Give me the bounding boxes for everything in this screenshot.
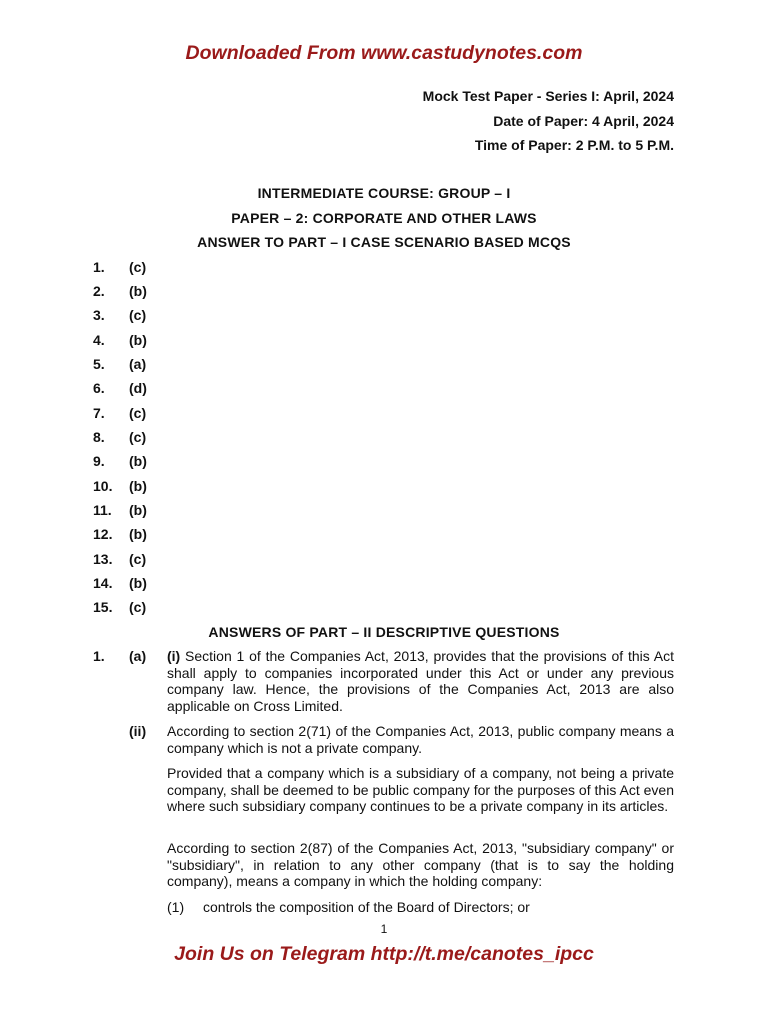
paper-heading: PAPER – 2: CORPORATE AND OTHER LAWS	[231, 210, 537, 226]
mcq-number: 1.	[93, 259, 105, 275]
mcq-row	[93, 356, 146, 372]
proviso-paragraph: Provided that a company which is a subsidiary of a company, not being a private company, shall be deemed to be public company for the purposes of this Act even where such subsidiary company continues to be a private company in its articles.	[167, 765, 674, 814]
date-line: Date of Paper: 4 April, 2024	[493, 113, 674, 129]
mcq-number: 13.	[93, 551, 113, 567]
clause-1-text: controls the composition of the Board of Directors; or	[203, 899, 530, 915]
mcq-row	[93, 332, 147, 348]
mcq-answer: (c)	[129, 551, 147, 567]
mcq-row	[93, 429, 146, 445]
mcq-number: 2.	[93, 283, 105, 299]
mcq-number: 5.	[93, 356, 105, 372]
question-number: 1.	[93, 648, 105, 664]
series-line: Mock Test Paper - Series I: April, 2024	[422, 88, 674, 104]
page-number: 1	[380, 922, 388, 936]
course-heading: INTERMEDIATE COURSE: GROUP – I	[257, 185, 511, 201]
mcq-row	[93, 405, 146, 421]
mcq-answer: (c)	[129, 259, 147, 275]
mcq-answer: (b)	[129, 575, 147, 591]
question-part-label: (a)	[129, 648, 147, 664]
mcq-answer: (b)	[129, 478, 147, 494]
mcq-row	[93, 478, 147, 494]
mcq-row	[93, 502, 147, 518]
mcq-answer: (c)	[129, 307, 147, 323]
mcq-row	[93, 599, 146, 615]
mcq-number: 6.	[93, 380, 105, 396]
subsidiary-definition-paragraph: According to section 2(87) of the Companies Act, 2013, "subsidiary company" or "subsidiary", in relation to any other company (that is to say the holding company), means a company in which the holding company:	[167, 840, 674, 889]
answer-ii-text: According to section 2(71) of the Companies Act, 2013, public company means a company which is not a private company.	[167, 723, 674, 756]
answer-i-paragraph	[167, 648, 674, 714]
mcq-answer: (c)	[129, 599, 147, 615]
mcq-number: 8.	[93, 429, 105, 445]
mcq-row	[93, 380, 147, 396]
mcq-number: 4.	[93, 332, 105, 348]
mcq-answer: (b)	[129, 332, 147, 348]
mcq-row	[93, 283, 147, 299]
mcq-row	[93, 307, 146, 323]
answer-i-label: (i)	[167, 648, 181, 664]
mcq-row	[93, 453, 147, 469]
mcq-answer: (d)	[129, 380, 147, 396]
mcq-number: 14.	[93, 575, 113, 591]
mcq-row	[93, 526, 147, 542]
answer-i-text: Section 1 of the Companies Act, 2013, provides that the provisions of this Act shall apply to companies incorporated under this Act or under any previous company law. Hence, the provisions of the Companies Act, 2013 are also applicable on Cross Limited.	[167, 648, 674, 714]
top-banner[interactable]: Downloaded From www.castudynotes.com	[185, 42, 583, 64]
mcq-answer: (c)	[129, 429, 147, 445]
mcq-answer: (b)	[129, 283, 147, 299]
mcq-answer: (b)	[129, 502, 147, 518]
mcq-number: 7.	[93, 405, 105, 421]
bottom-banner[interactable]: Join Us on Telegram http://t.me/canotes_ipcc	[174, 943, 594, 965]
mcq-row	[93, 259, 146, 275]
mcq-number: 10.	[93, 478, 113, 494]
mcq-row	[93, 551, 146, 567]
mcq-number: 15.	[93, 599, 113, 615]
answer-ii-label: (ii)	[129, 723, 147, 739]
mcq-number: 3.	[93, 307, 105, 323]
part1-heading: ANSWER TO PART – I CASE SCENARIO BASED MCQS	[197, 234, 571, 250]
mcq-answer: (a)	[129, 356, 147, 372]
mcq-answer: (b)	[129, 453, 147, 469]
mcq-number: 11.	[93, 502, 112, 518]
clause-1-label: (1)	[167, 899, 185, 915]
mcq-number: 9.	[93, 453, 105, 469]
mcq-number: 12.	[93, 526, 113, 542]
mcq-row	[93, 575, 147, 591]
time-line: Time of Paper: 2 P.M. to 5 P.M.	[474, 137, 674, 153]
mcq-answer: (b)	[129, 526, 147, 542]
mcq-answer: (c)	[129, 405, 147, 421]
part2-heading: ANSWERS OF PART – II DESCRIPTIVE QUESTIONS	[208, 624, 560, 640]
